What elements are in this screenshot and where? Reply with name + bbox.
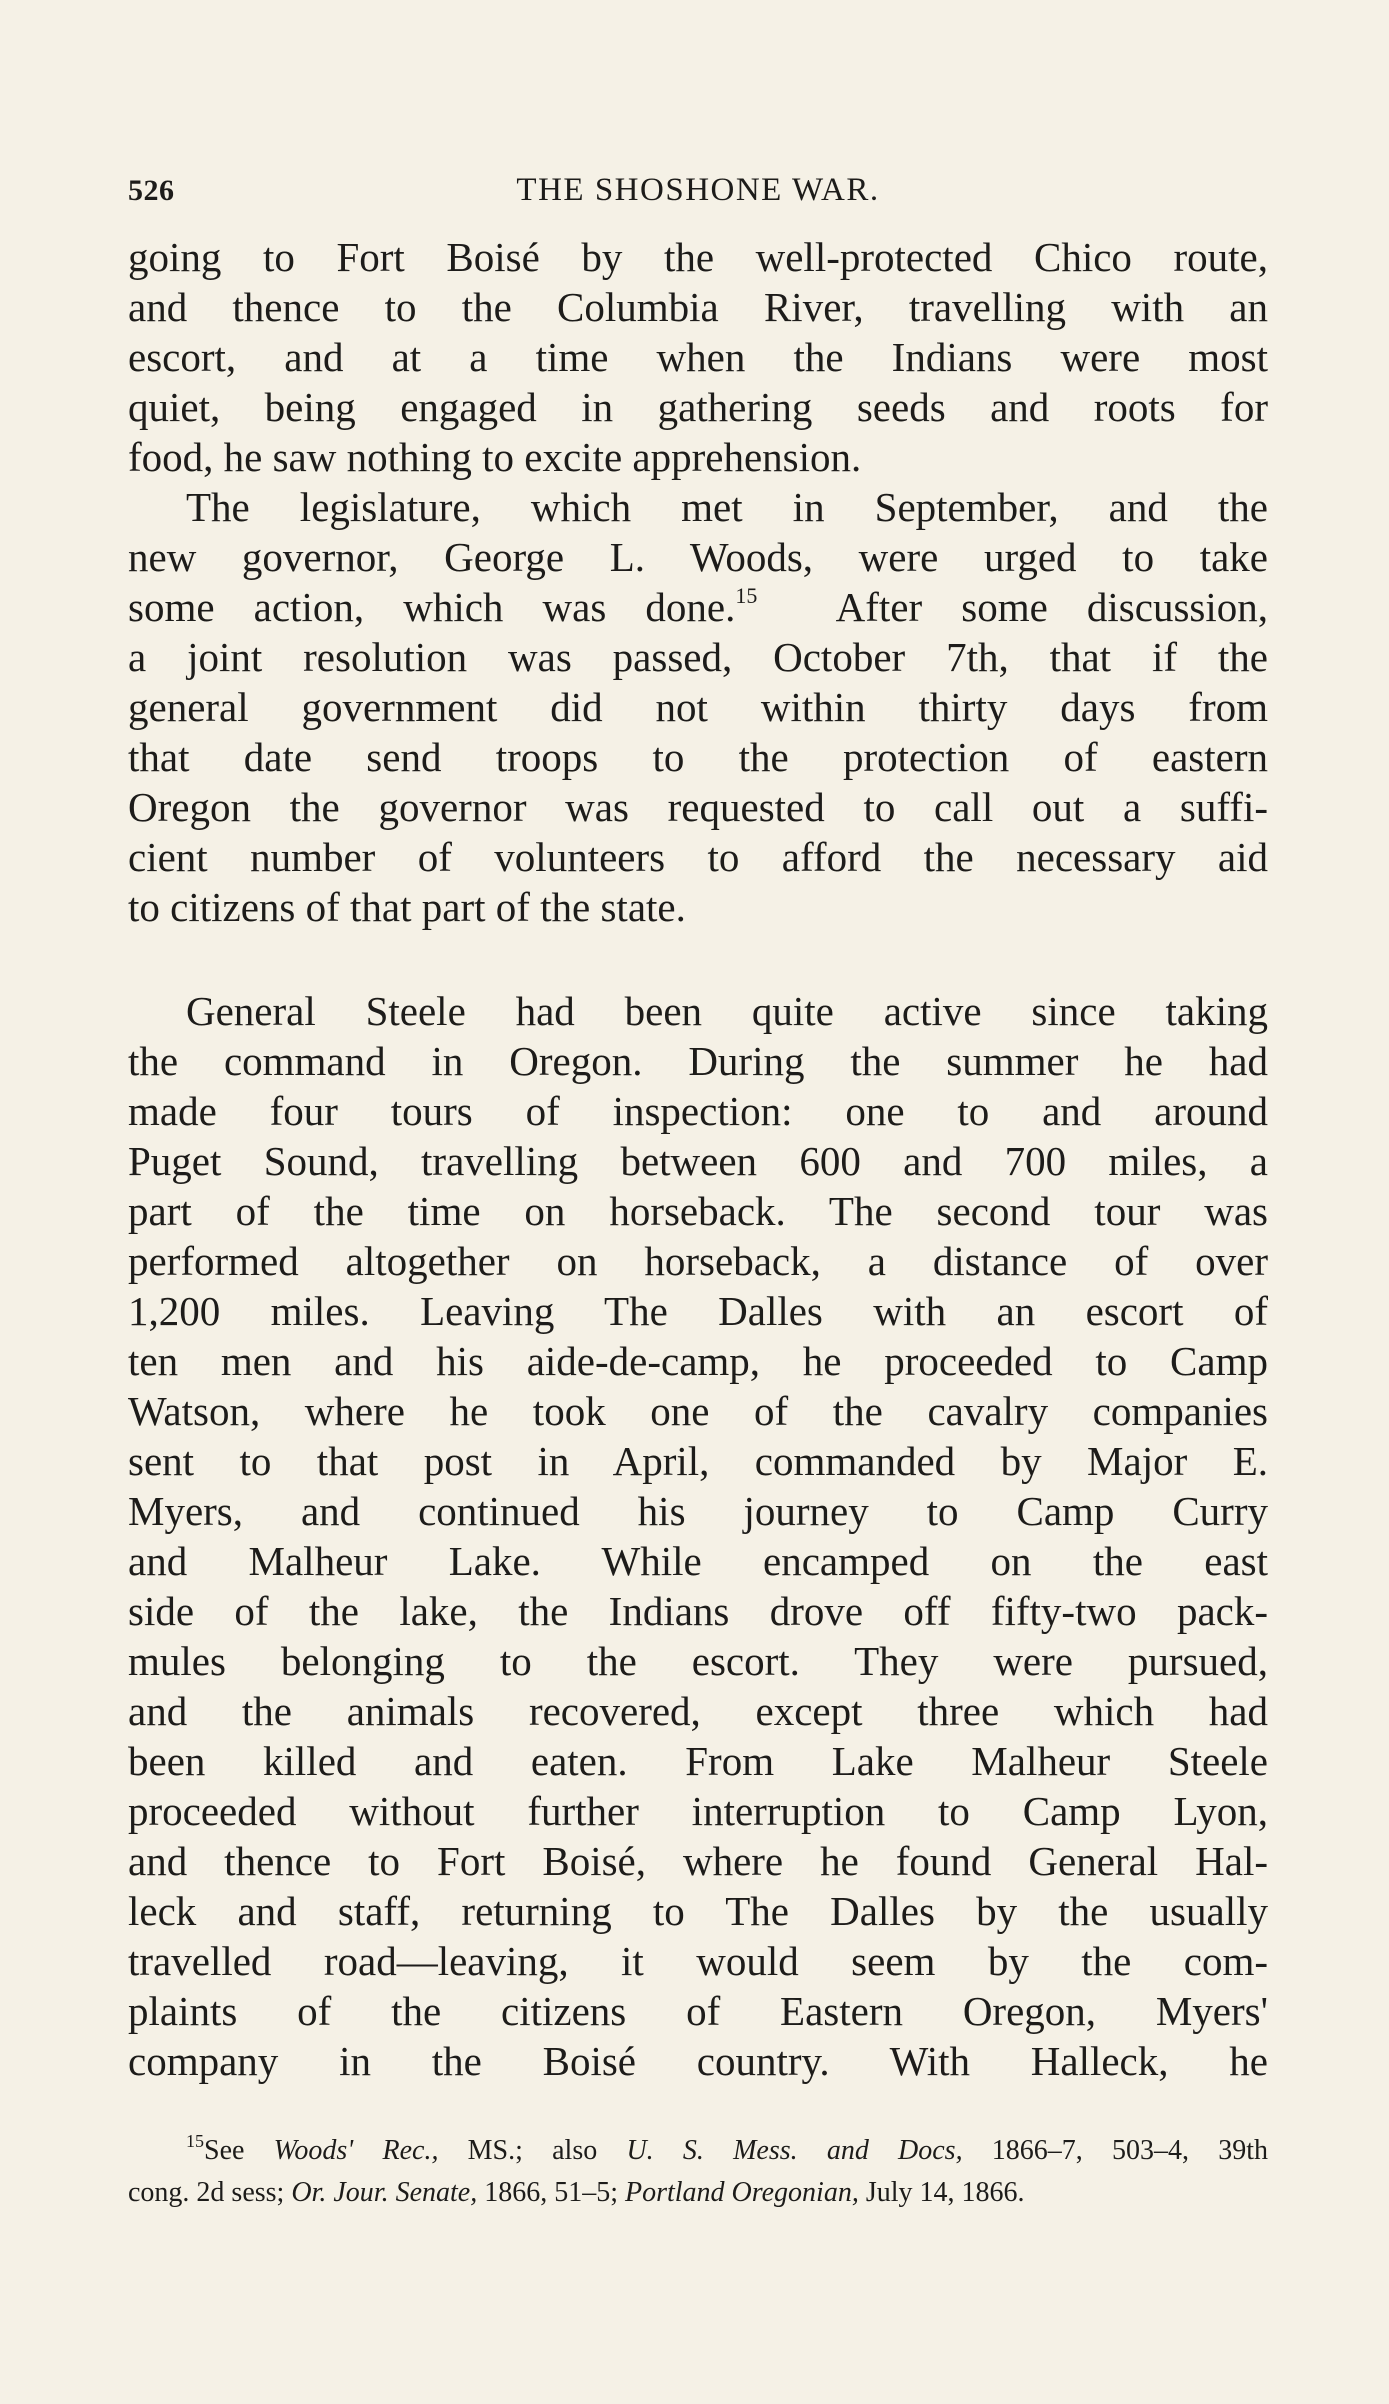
text-line: Puget Sound, travelling between 600 and 700 miles, a — [128, 1138, 1268, 1184]
text-line: and thence to Fort Boisé, where he found General Hal- — [128, 1838, 1268, 1884]
text-fragment: some action, which was done. — [128, 584, 736, 630]
footnote-text: MS.; also — [438, 2135, 627, 2166]
text-line: The legislature, which met in September, and the — [186, 484, 1268, 530]
text-line: Myers, and continued his journey to Camp Curry — [128, 1488, 1268, 1534]
footnote-source-title: U. S. Mess. and Docs, — [626, 2135, 963, 2166]
footnote-text: July 14, 1866. — [858, 2177, 1025, 2208]
text-line: to citizens of that part of the state. — [128, 884, 686, 930]
footnote-text: 1866, 51–5; — [477, 2177, 625, 2208]
footnote-line — [128, 2130, 1268, 2172]
footnote-text: See — [204, 2135, 274, 2166]
text-line: General Steele had been quite active since taking — [186, 988, 1268, 1034]
text-line: the command in Oregon. During the summer he had — [128, 1038, 1268, 1084]
footnote-reference: 15 — [735, 583, 758, 608]
text-line: escort, and at a time when the Indians were most — [128, 334, 1268, 380]
book-page — [128, 0, 1268, 2404]
footnote-source-title: Woods' Rec., — [273, 2135, 439, 2166]
text-line: proceeded without further interruption to Camp Lyon, — [128, 1788, 1268, 1834]
text-line: Watson, where he took one of the cavalry companies — [128, 1388, 1268, 1434]
text-line: and Malheur Lake. While encamped on the east — [128, 1538, 1268, 1584]
text-line-with-footnote-ref — [128, 582, 1268, 632]
running-head — [128, 168, 1268, 216]
footnote-text: cong. 2d sess; — [128, 2177, 292, 2208]
text-line: plaints of the citizens of Eastern Oregon, Myers' — [128, 1988, 1268, 2034]
text-line: mules belonging to the escort. They were pursued, — [128, 1638, 1268, 1684]
text-line: leck and staff, returning to The Dalles by the usually — [128, 1888, 1268, 1934]
footnote-source-title: Portland Oregonian, — [624, 2177, 859, 2208]
text-line: 1,200 miles. Leaving The Dalles with an escort of — [128, 1288, 1268, 1334]
paragraph-gap — [128, 932, 1268, 986]
text-line: company in the Boisé country. With Halleck, he — [128, 2038, 1268, 2084]
body-text — [128, 232, 1268, 2086]
text-line: new governor, George L. Woods, were urged to take — [128, 534, 1268, 580]
text-line: performed altogether on horseback, a distance of over — [128, 1238, 1268, 1284]
text-line: travelled road—leaving, it would seem by the com- — [128, 1938, 1268, 1984]
text-line: general government did not within thirty days from — [128, 684, 1268, 730]
text-line: and the animals recovered, except three which had — [128, 1688, 1268, 1734]
text-line: cient number of volunteers to afford the necessary aid — [128, 834, 1268, 880]
text-line: that date send troops to the protection of eastern — [128, 734, 1268, 780]
running-title: THE SHOSHONE WAR. — [516, 172, 880, 208]
footnote-source-title: Or. Jour. Senate, — [291, 2177, 478, 2208]
text-line: sent to that post in April, commanded by Major E. — [128, 1438, 1268, 1484]
footnote-text: 1866–7, 503–4, 39th — [962, 2135, 1268, 2166]
footnote-line — [128, 2172, 1268, 2214]
text-line: made four tours of inspection: one to and around — [128, 1088, 1268, 1134]
text-fragment: After some discussion, — [835, 584, 1268, 630]
text-line: food, he saw nothing to excite apprehension. — [128, 434, 862, 480]
text-line: a joint resolution was passed, October 7th, that if the — [128, 634, 1268, 680]
footnote — [128, 2130, 1268, 2214]
text-line: been killed and eaten. From Lake Malheur Steele — [128, 1738, 1268, 1784]
text-line: ten men and his aide-de-camp, he proceeded to Camp — [128, 1338, 1268, 1384]
text-line: going to Fort Boisé by the well-protected Chico route, — [128, 234, 1268, 280]
page-number: 526 — [128, 174, 175, 207]
text-line: part of the time on horseback. The second tour was — [128, 1188, 1268, 1234]
text-line: and thence to the Columbia River, travelling with an — [128, 284, 1268, 330]
text-line: quiet, being engaged in gathering seeds and roots for — [128, 384, 1268, 430]
text-line: Oregon the governor was requested to call out a suffi- — [128, 784, 1268, 830]
footnote-marker: 15 — [186, 2131, 204, 2151]
text-line: side of the lake, the Indians drove off fifty-two pack- — [128, 1588, 1268, 1634]
